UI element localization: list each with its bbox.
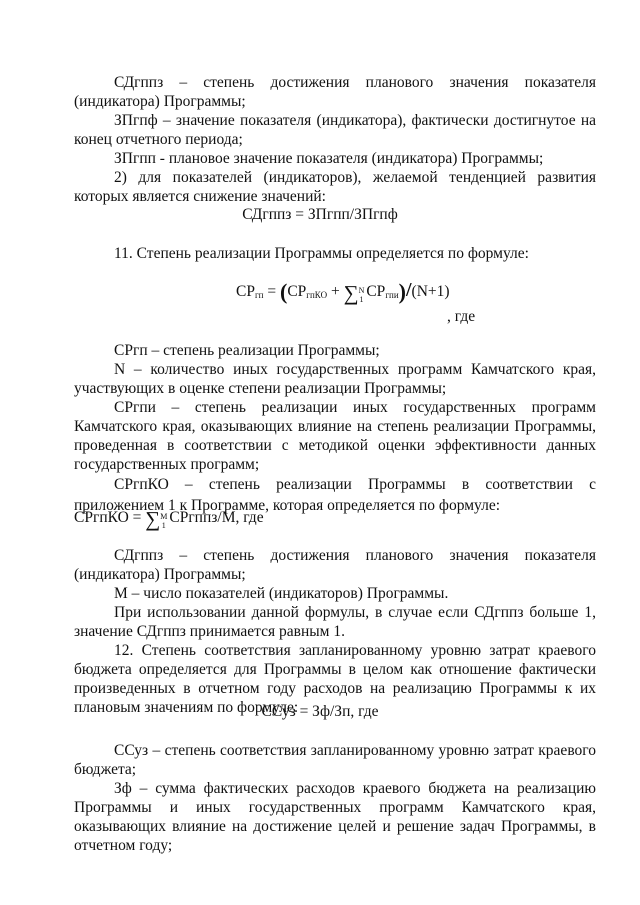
definitions-block-2 — [74, 341, 596, 516]
formula-term1: СР — [287, 283, 307, 300]
sum-icon: ∑ — [145, 507, 161, 531]
formula-ccuz: ССуз = Зф/Зп, где — [261, 703, 379, 720]
definitions-block-1 — [74, 73, 596, 206]
section-11-heading: 11. Степень реализации Программы определяется по формуле: — [114, 245, 529, 262]
formula3-rhs: СРгппз/М, где — [169, 509, 264, 526]
definition-srgp: СРгп – степень реализации Программы; — [114, 342, 380, 359]
formula-plus: + — [330, 283, 340, 300]
formula-open-paren: ( — [279, 279, 288, 304]
definition-zf: Зф – сумма фактических расходов краевого бюджета на реализацию Программы и иных государственных программ Камчатского края, оказывающих влияние на достижение целей и решение задач Программы, в отчетном году; — [74, 780, 596, 854]
formula-sum-limits — [359, 286, 365, 304]
definition-n: N – количество иных государственных программ Камчатского края, участвующих в оценке степени реализации Программы; — [74, 361, 596, 397]
definition-sdgppz-2: СДгппз – степень достижения планового значения показателя (индикатора) Программы; — [74, 547, 596, 583]
formula-term2-sub: гпи — [385, 290, 399, 300]
formula-sdgppz-decreasing: СДгппз = ЗПгпп/ЗПгпф — [242, 206, 398, 223]
formula-term1-sub: гпКО — [306, 290, 328, 300]
where-label-1: , где — [447, 308, 476, 325]
formula-term2: СР — [366, 283, 386, 300]
item-2-decreasing-indicators: 2) для показателей (индикаторов), желаемой тенденцией развития которых является снижение значений: — [74, 169, 596, 205]
definitions-block-4 — [74, 741, 596, 855]
definition-srgpko: СРгпКО – степень реализации Программы в соответствии с приложением 1 к Программе, которая определяется по формуле: — [74, 476, 596, 514]
definition-m: М – число показателей (индикаторов) Программы. — [114, 585, 449, 602]
formula-sum-bottom: 1 — [359, 295, 364, 304]
formula-lhs-sub: гп — [254, 290, 264, 300]
formula-lhs: СР — [236, 283, 255, 300]
formula3-sum-top: M — [160, 512, 168, 521]
sum-icon: ∑ — [343, 281, 359, 305]
definitions-block-3 — [74, 546, 596, 717]
definition-zpgpp: ЗПгпп - плановое значение показателя (индикатора) Программы; — [114, 150, 544, 167]
definition-zpgpf: ЗПгпф – значение показателя (индикатора), фактически достигнутое на конец отчетного периода; — [74, 112, 596, 148]
definition-ccuz: ССуз – степень соответствия запланированному уровню затрат краевого бюджета; — [74, 742, 596, 778]
formula-sum-top: N — [358, 286, 365, 295]
definition-sdgppz: СДгппз – степень достижения планового значения показателя (индикатора) Программы; — [74, 74, 596, 110]
formula-close-paren: ) — [398, 279, 406, 304]
formula-denominator: (N+1) — [411, 283, 450, 300]
formula-equals: = — [267, 283, 277, 300]
formula3-sum-limits — [160, 512, 167, 530]
definition-srgpi: СРгпи – степень реализации иных государственных программ Камчатского края, оказывающих влияние на степень реализации Программы, проведенная в соответствии с методикой оценки эффективности данных государственных программ; — [74, 399, 596, 473]
formula-divider: / — [405, 279, 412, 301]
formula-program-realization — [236, 281, 450, 305]
formula-srgpko — [74, 508, 264, 530]
formula3-sum-bottom: 1 — [161, 521, 166, 530]
section-12-text: 12. Степень соответствия запланированному уровню затрат краевого бюджета определяется для Программы в целом как отношение фактически произведенных в отчетном году расходов на реализацию Программы к их плановым значениям по формуле: — [74, 642, 596, 716]
section-11 — [74, 244, 596, 263]
note-sdgppz-limit: При использовании данной формулы, в случае если СДгппз больше 1, значение СДгппз принимается равным 1. — [74, 604, 596, 640]
formula3-lhs: СРгпКО = — [74, 509, 142, 526]
